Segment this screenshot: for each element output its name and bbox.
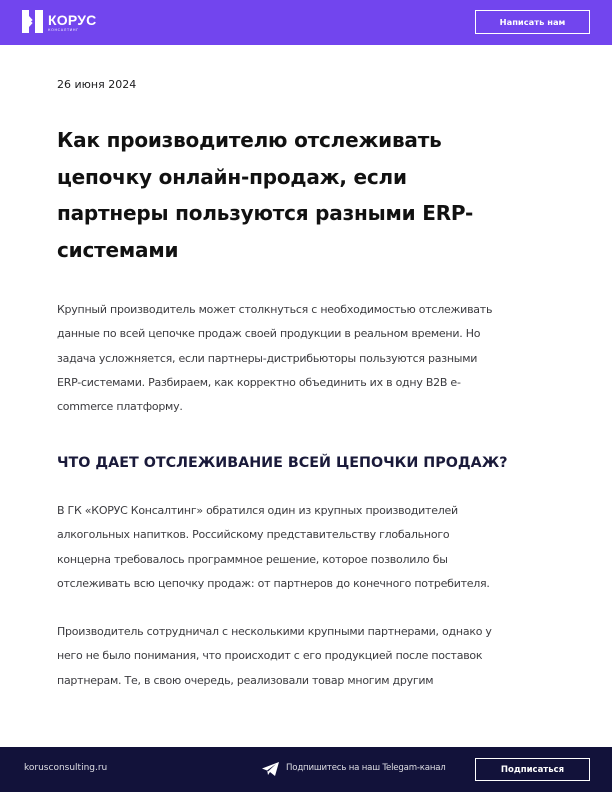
text-line: партнерам. Те, в свою очередь, реализовали товар многим другим	[57, 673, 434, 687]
top-header	[0, 0, 612, 45]
text-line: Крупный производитель может столкнуться с необходимостью отслеживать	[57, 303, 493, 316]
text-line: ERP-системами. Разбираем, как корректно объединить их в одну B2B e-	[57, 375, 461, 389]
site-link[interactable]: korusconsulting.ru	[24, 763, 108, 773]
text-line: В ГК «КОРУС Консалтинг» обратился один из крупных производителей	[57, 504, 458, 517]
title-line: партнеры пользуются разными ERP-	[57, 201, 474, 225]
bottom-footer	[0, 747, 612, 792]
text-line: Производитель сотрудничал с несколькими крупными партнерами, однако у	[57, 625, 492, 638]
intro-paragraph	[57, 298, 557, 419]
telegram-subscribe-text[interactable]: Подпишитесь на наш Telegam-канал	[286, 763, 446, 773]
contact-us-button[interactable]: Написать нам	[475, 10, 590, 34]
text-line: данные по всей цепочке продаж своей продукции в реальном времени. Но	[57, 327, 481, 341]
text-line: задача усложняется, если партнеры-дистрибьюторы пользуются разными	[57, 351, 478, 365]
body-paragraph-2	[57, 620, 557, 693]
korus-logo[interactable]	[22, 10, 102, 35]
text-line: commerce платформу.	[57, 400, 183, 414]
title-line: системами	[57, 237, 179, 262]
text-line: него не было понимания, что происходит с его продукцией после поставок	[57, 649, 483, 663]
text-line: алкогольных напитков. Российскому представительству глобального	[57, 528, 450, 542]
brand-subtitle: КОНСАЛТИНГ	[48, 28, 79, 32]
brand-name: КОРУС	[48, 12, 97, 28]
text-line: концерна требовалось программное решение, которое позволило бы	[57, 552, 448, 566]
korus-logo-icon	[22, 10, 43, 33]
title-line: Как производителю отслеживать	[57, 128, 442, 152]
title-line: цепочку онлайн-продаж, если	[57, 164, 407, 189]
subscribe-button[interactable]: Подписаться	[475, 758, 590, 781]
article-title	[57, 122, 537, 268]
body-paragraph-1	[57, 499, 557, 596]
text-line: отслеживать всю цепочку продаж: от партнеров до конечного потребителя.	[57, 576, 490, 590]
article-date: 26 июня 2024	[57, 78, 137, 91]
section-heading: ЧТО ДАЕТ ОТСЛЕЖИВАНИЕ ВСЕЙ ЦЕПОЧКИ ПРОДАЖ?	[57, 455, 508, 471]
telegram-icon	[262, 762, 279, 776]
